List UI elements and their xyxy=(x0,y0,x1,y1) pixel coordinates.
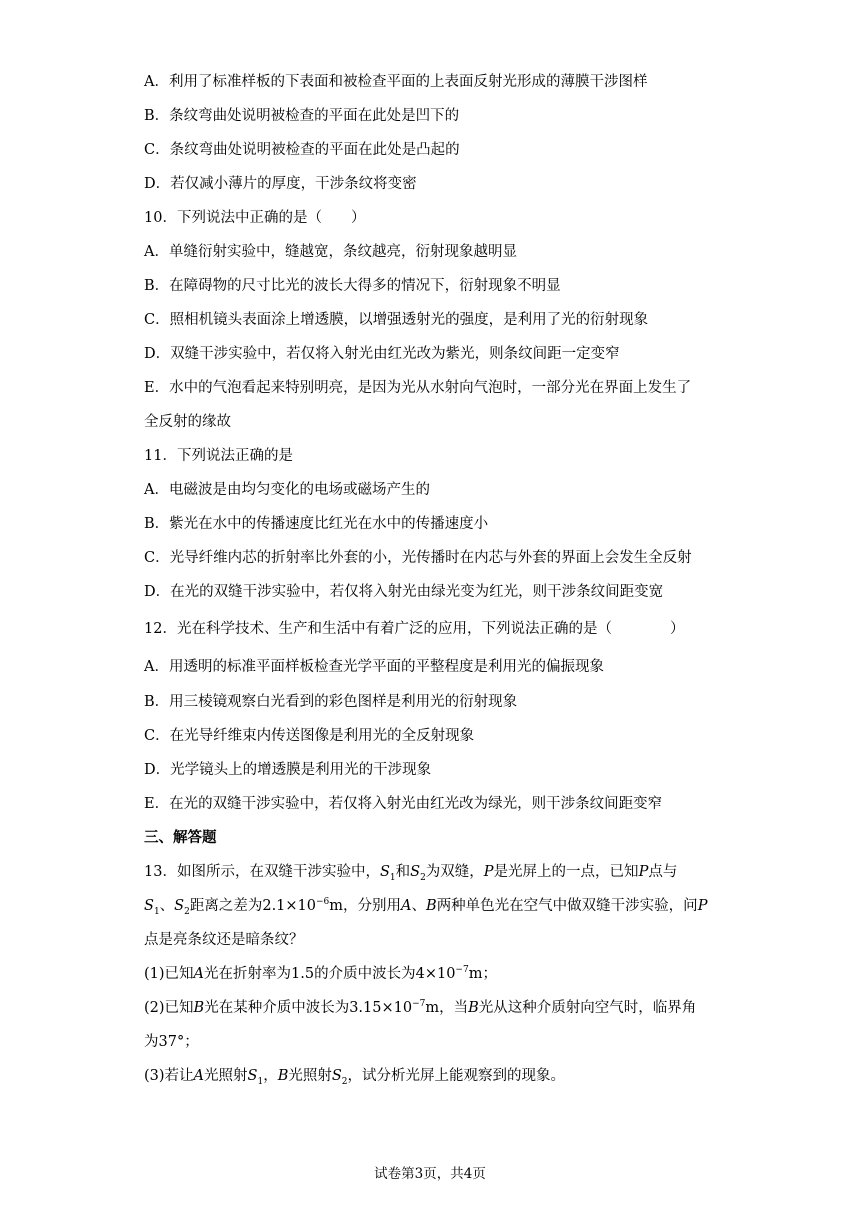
q13-stem-line1: 13．如图所示，在双缝干涉实验中，$S_1$和$S_2$为双缝，P是光屏上的一点，已知P点与 xyxy=(144,864,678,883)
q9-option-c: C．条纹弯曲处说明被检查的平面在此处是凸起的 xyxy=(144,142,460,158)
page-footer: 试卷第3页，共4页 xyxy=(374,1166,486,1182)
q13-sub-question-3: (3)若让A光照射$S_1$，B光照射$S_2$，试分析光屏上能观察到的现象。 xyxy=(144,1068,566,1087)
q12-option-d: D．光学镜头上的增透膜是利用光的干涉现象 xyxy=(144,762,432,778)
q10-option-a: A．单缝衍射实验中，缝越宽，条纹越亮，衍射现象越明显 xyxy=(144,244,517,260)
q13-stem-line3: 点是亮条纹还是暗条纹？ xyxy=(144,932,304,948)
q13-sub-question-2: (2)已知B光在某种介质中波长为$3.15\times 10^{-7}m$，当B光从这种介质射向空气时，临界角 xyxy=(144,999,697,1016)
q13-stem-line2: $S_1$、$S_2$距离之差为$2.1\times 10^{-6}m$，分别用A、B两种单色光在空气中做双缝干涉实验，问P xyxy=(144,897,708,917)
q10-stem: 10．下列说法中正确的是（ ） xyxy=(144,210,366,226)
q12-option-e: E．在光的双缝干涉实验中，若仅将入射光由红光改为绿光，则干涉条纹间距变窄 xyxy=(144,796,663,812)
q10-option-e: E．水中的气泡看起来特别明亮，是因为光从水射向气泡时，一部分光在界面上发生了 xyxy=(144,380,692,396)
q9-option-b: B．条纹弯曲处说明被检查的平面在此处是凹下的 xyxy=(144,108,460,124)
q13-sub-question-1: (1)已知A光在折射率为1.5的介质中波长为$4\times 10^{-7}m$； xyxy=(144,965,497,982)
q10-option-e-cont: 全反射的缘故 xyxy=(144,414,231,430)
q11-option-c: C．光导纤维内芯的折射率比外套的小，光传播时在内芯与外套的界面上会发生全反射 xyxy=(144,550,692,566)
q11-option-a: A．电磁波是由均匀变化的电场或磁场产生的 xyxy=(144,482,430,498)
q12-option-a: A．用透明的标准平面样板检查光学平面的平整程度是利用光的偏振现象 xyxy=(144,659,604,675)
section-title: 三、解答题 xyxy=(144,829,217,846)
q10-option-d: D．双缝干涉实验中，若仅将入射光由红光改为紫光，则条纹间距一定变窄 xyxy=(144,346,620,362)
q12-stem: 12．光在科学技术、生产和生活中有着广泛的应用，下列说法正确的是（ ） xyxy=(144,621,685,637)
q9-option-d: D．若仅减小薄片的厚度，干涉条纹将变密 xyxy=(144,176,417,192)
q11-option-b: B．紫光在水中的传播速度比红光在水中的传播速度小 xyxy=(144,516,489,532)
q12-option-c: C．在光导纤维束内传送图像是利用光的全反射现象 xyxy=(144,728,475,744)
q9-option-a: A．利用了标准样板的下表面和被检查平面的上表面反射光形成的薄膜干涉图样 xyxy=(144,74,648,90)
q11-stem: 11．下列说法正确的是 xyxy=(144,448,293,464)
q10-option-b: B．在障碍物的尺寸比光的波长大得多的情况下，衍射现象不明显 xyxy=(144,278,561,294)
q12-option-b: B．用三棱镜观察白光看到的彩色图样是利用光的衍射现象 xyxy=(144,694,518,710)
q11-option-d: D．在光的双缝干涉实验中，若仅将入射光由绿光变为红光，则干涉条纹间距变宽 xyxy=(144,584,664,600)
q13-sub-question-2-cont: 为37°； xyxy=(144,1034,199,1050)
q10-option-c: C．照相机镜头表面涂上增透膜，以增强透射光的强度，是利用了光的衍射现象 xyxy=(144,312,649,328)
